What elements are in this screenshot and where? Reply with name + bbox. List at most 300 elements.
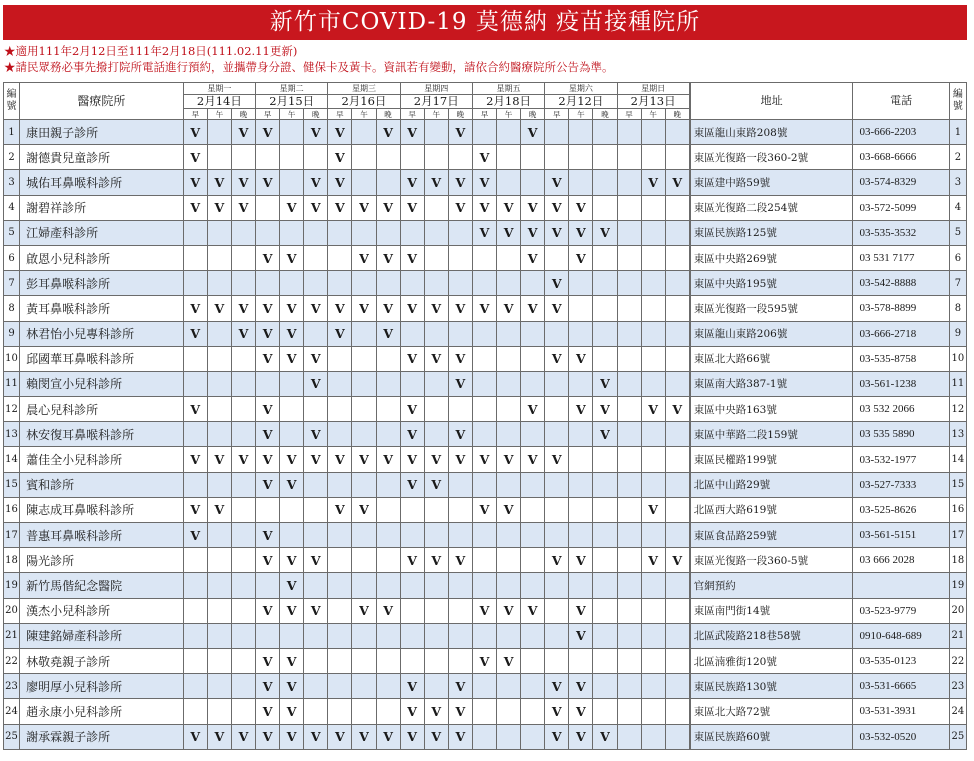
slot-cell [521, 674, 545, 699]
slot-cell [328, 271, 352, 296]
slot-available-mark: V [256, 648, 280, 673]
slot-available-mark: V [376, 195, 400, 220]
slot-cell [617, 674, 641, 699]
slot-cell [376, 674, 400, 699]
slot-cell [376, 573, 400, 598]
slot-available-mark: V [183, 321, 207, 346]
slot-available-mark: V [304, 120, 328, 145]
slot-cell [641, 724, 665, 749]
slot-cell [641, 447, 665, 472]
slot-cell [617, 271, 641, 296]
slot-available-mark: V [328, 724, 352, 749]
slot-available-mark: V [545, 296, 569, 321]
slot-cell [304, 271, 328, 296]
slot-cell [617, 321, 641, 346]
slot-available-mark: V [400, 447, 424, 472]
clinic-name: 陳志成耳鼻喉科診所 [20, 497, 184, 522]
slot-cell [424, 523, 448, 548]
slot-cell [641, 321, 665, 346]
table-row [4, 674, 967, 699]
slot-cell [497, 371, 521, 396]
slot-cell [497, 271, 521, 296]
slot-available-mark: V [641, 548, 665, 573]
row-number: 16 [4, 497, 20, 522]
row-number: 14 [4, 447, 20, 472]
slot-cell [424, 397, 448, 422]
row-number-right: 7 [949, 271, 966, 296]
clinic-name: 陽光診所 [20, 548, 184, 573]
slot-available-mark: V [400, 397, 424, 422]
slot-available-mark: V [472, 145, 496, 170]
row-number-right: 4 [949, 195, 966, 220]
row-number-right: 14 [949, 447, 966, 472]
row-number-right: 20 [949, 598, 966, 623]
row-number-right: 1 [949, 120, 966, 145]
slot-available-mark: V [256, 245, 280, 270]
slot-available-mark: V [448, 674, 472, 699]
slot-cell [231, 220, 255, 245]
clinic-address: 東區民族路130號 [690, 674, 853, 699]
slot-cell [183, 548, 207, 573]
slot-cell [472, 523, 496, 548]
slot-available-mark: V [545, 548, 569, 573]
row-number: 19 [4, 573, 20, 598]
slot-cell [376, 170, 400, 195]
row-number: 9 [4, 321, 20, 346]
slot-available-mark: V [231, 170, 255, 195]
row-number-right: 13 [949, 422, 966, 447]
slot-cell [207, 523, 231, 548]
slot-cell [231, 573, 255, 598]
row-number: 24 [4, 699, 20, 724]
slot-cell [207, 271, 231, 296]
row-number-right: 15 [949, 472, 966, 497]
slot-cell [521, 648, 545, 673]
slot-cell [545, 120, 569, 145]
slot-cell [256, 623, 280, 648]
table-row [4, 472, 967, 497]
slot-available-mark: V [593, 220, 617, 245]
slot-cell [328, 648, 352, 673]
slot-cell [545, 145, 569, 170]
slot-cell [256, 497, 280, 522]
clinic-phone: 03-523-9779 [853, 598, 949, 623]
slot-cell [207, 220, 231, 245]
slot-cell [593, 648, 617, 673]
slot-cell [593, 195, 617, 220]
table-row [4, 573, 967, 598]
slot-available-mark: V [545, 699, 569, 724]
slot-available-mark: V [497, 598, 521, 623]
slot-cell [641, 674, 665, 699]
slot-cell [352, 321, 376, 346]
slot-available-mark: V [183, 724, 207, 749]
slot-cell [280, 371, 304, 396]
slot-cell [617, 245, 641, 270]
row-number: 6 [4, 245, 20, 270]
slot-available-mark: V [424, 447, 448, 472]
slot-available-mark: V [472, 648, 496, 673]
slot-cell [569, 422, 593, 447]
slot-cell [593, 598, 617, 623]
slot-cell [304, 472, 328, 497]
slot-available-mark: V [352, 245, 376, 270]
clinic-name: 謝承霖親子診所 [20, 724, 184, 749]
slot-available-mark: V [400, 195, 424, 220]
slot-available-mark: V [304, 346, 328, 371]
slot-cell [231, 548, 255, 573]
slot-available-mark: V [472, 195, 496, 220]
slot-cell [424, 598, 448, 623]
slot-available-mark: V [448, 170, 472, 195]
slot-cell [593, 271, 617, 296]
clinic-name: 謝碧祥診所 [20, 195, 184, 220]
row-number: 7 [4, 271, 20, 296]
slot-cell [400, 321, 424, 346]
slot-available-mark: V [448, 548, 472, 573]
slot-available-mark: V [304, 296, 328, 321]
slot-available-mark: V [448, 422, 472, 447]
slot-cell [352, 145, 376, 170]
slot-available-mark: V [352, 296, 376, 321]
slot-cell [665, 245, 689, 270]
slot-cell [424, 220, 448, 245]
slot-cell [497, 573, 521, 598]
slot-available-mark: V [304, 170, 328, 195]
clinic-name: 普惠耳鼻喉科診所 [20, 523, 184, 548]
slot-cell [521, 699, 545, 724]
slot-available-mark: V [400, 170, 424, 195]
table-row [4, 371, 967, 396]
slot-available-mark: V [328, 447, 352, 472]
slot-cell [569, 371, 593, 396]
slot-available-mark: V [448, 120, 472, 145]
slot-cell [545, 321, 569, 346]
slot-available-mark: V [569, 195, 593, 220]
table-row [4, 120, 967, 145]
slot-available-mark: V [207, 724, 231, 749]
slot-available-mark: V [545, 271, 569, 296]
slot-available-mark: V [280, 724, 304, 749]
slot-cell [472, 623, 496, 648]
slot-cell [593, 346, 617, 371]
slot-cell [280, 422, 304, 447]
slot-available-mark: V [328, 497, 352, 522]
slot-cell [376, 648, 400, 673]
slot-cell [472, 724, 496, 749]
slot-available-mark: V [521, 245, 545, 270]
slot-cell [304, 397, 328, 422]
slot-cell [545, 397, 569, 422]
slot-available-mark: V [521, 220, 545, 245]
slot-available-mark: V [424, 548, 448, 573]
slot-available-mark: V [569, 245, 593, 270]
slot-available-mark: V [183, 296, 207, 321]
day-header-date: 2月14日 [183, 95, 255, 109]
row-number-right: 9 [949, 321, 966, 346]
slot-cell [665, 346, 689, 371]
slot-header: 午 [569, 109, 593, 120]
clinic-name: 黃耳鼻喉科診所 [20, 296, 184, 321]
slot-cell [400, 573, 424, 598]
slot-cell [231, 422, 255, 447]
slot-available-mark: V [448, 296, 472, 321]
slot-cell [376, 346, 400, 371]
clinic-address: 東區民族路60號 [690, 724, 853, 749]
slot-header: 早 [183, 109, 207, 120]
clinic-address: 北區中山路29號 [690, 472, 853, 497]
slot-cell [231, 346, 255, 371]
slot-cell [617, 145, 641, 170]
slot-cell [256, 573, 280, 598]
slot-available-mark: V [256, 724, 280, 749]
table-row [4, 170, 967, 195]
row-number-right: 24 [949, 699, 966, 724]
slot-cell [207, 674, 231, 699]
clinic-name: 邱國華耳鼻喉科診所 [20, 346, 184, 371]
slot-available-mark: V [521, 397, 545, 422]
slot-available-mark: V [256, 120, 280, 145]
slot-cell [521, 724, 545, 749]
slot-cell [424, 422, 448, 447]
slot-available-mark: V [256, 447, 280, 472]
slot-cell [617, 573, 641, 598]
slot-cell [400, 598, 424, 623]
slot-available-mark: V [545, 724, 569, 749]
slot-cell [183, 648, 207, 673]
slot-available-mark: V [280, 674, 304, 699]
slot-header: 晚 [376, 109, 400, 120]
slot-cell [617, 371, 641, 396]
slot-cell [593, 120, 617, 145]
slot-cell [593, 523, 617, 548]
slot-available-mark: V [280, 296, 304, 321]
slot-cell [304, 623, 328, 648]
slot-available-mark: V [231, 724, 255, 749]
table-row [4, 422, 967, 447]
clinic-address: 東區光復路二段254號 [690, 195, 853, 220]
slot-cell [352, 170, 376, 195]
slot-available-mark: V [424, 472, 448, 497]
slot-cell [617, 598, 641, 623]
slot-cell [424, 271, 448, 296]
slot-cell [665, 271, 689, 296]
slot-cell [400, 145, 424, 170]
slot-available-mark: V [448, 699, 472, 724]
slot-cell [665, 623, 689, 648]
slot-available-mark: V [328, 321, 352, 346]
slot-cell [545, 598, 569, 623]
slot-cell [617, 346, 641, 371]
slot-cell [665, 724, 689, 749]
slot-cell [497, 346, 521, 371]
slot-available-mark: V [569, 598, 593, 623]
slot-cell [617, 724, 641, 749]
slot-cell [472, 245, 496, 270]
slot-cell [665, 371, 689, 396]
slot-cell [376, 397, 400, 422]
slot-cell [352, 120, 376, 145]
slot-cell [424, 245, 448, 270]
slot-cell [231, 648, 255, 673]
slot-available-mark: V [280, 472, 304, 497]
slot-available-mark: V [400, 674, 424, 699]
slot-available-mark: V [424, 346, 448, 371]
slot-available-mark: V [593, 397, 617, 422]
clinic-name: 康田親子診所 [20, 120, 184, 145]
slot-cell [665, 523, 689, 548]
slot-cell [569, 170, 593, 195]
slot-cell [207, 648, 231, 673]
slot-cell [617, 296, 641, 321]
slot-cell [569, 145, 593, 170]
slot-cell [352, 623, 376, 648]
slot-cell [641, 472, 665, 497]
slot-cell [545, 371, 569, 396]
slot-header: 早 [328, 109, 352, 120]
slot-available-mark: V [256, 548, 280, 573]
slot-cell [280, 220, 304, 245]
slot-cell [521, 371, 545, 396]
day-header-weekday: 星期四 [400, 83, 472, 95]
clinic-name: 蕭佳全小兒科診所 [20, 447, 184, 472]
slot-cell [521, 346, 545, 371]
slot-cell [352, 472, 376, 497]
slot-cell [497, 548, 521, 573]
slot-cell [569, 321, 593, 346]
clinic-address: 北區西大路619號 [690, 497, 853, 522]
slot-cell [497, 397, 521, 422]
slot-available-mark: V [183, 447, 207, 472]
slot-cell [665, 145, 689, 170]
slot-cell [472, 548, 496, 573]
slot-cell [256, 271, 280, 296]
clinic-name: 謝德貴兒童診所 [20, 145, 184, 170]
slot-available-mark: V [521, 120, 545, 145]
slot-cell [641, 145, 665, 170]
slot-cell [352, 397, 376, 422]
slot-cell [376, 497, 400, 522]
slot-cell [665, 195, 689, 220]
row-number: 2 [4, 145, 20, 170]
slot-cell [521, 321, 545, 346]
clinic-name: 廖明厚小兒科診所 [20, 674, 184, 699]
slot-available-mark: V [376, 724, 400, 749]
table-row [4, 245, 967, 270]
slot-available-mark: V [304, 724, 328, 749]
slot-available-mark: V [545, 195, 569, 220]
slot-available-mark: V [352, 497, 376, 522]
slot-cell [207, 346, 231, 371]
slot-cell [304, 145, 328, 170]
slot-available-mark: V [593, 371, 617, 396]
slot-cell [328, 573, 352, 598]
col-header-number: 編號 [4, 83, 20, 120]
slot-cell [617, 397, 641, 422]
slot-cell [472, 674, 496, 699]
slot-available-mark: V [207, 170, 231, 195]
slot-available-mark: V [497, 497, 521, 522]
slot-available-mark: V [376, 245, 400, 270]
slot-available-mark: V [231, 321, 255, 346]
slot-cell [304, 523, 328, 548]
slot-cell [376, 271, 400, 296]
col-header-phone: 電話 [853, 83, 949, 120]
clinic-phone: 03-527-7333 [853, 472, 949, 497]
slot-available-mark: V [207, 296, 231, 321]
slot-available-mark: V [207, 195, 231, 220]
slot-cell [256, 371, 280, 396]
slot-cell [231, 623, 255, 648]
slot-cell [183, 371, 207, 396]
slot-cell [472, 321, 496, 346]
slot-available-mark: V [328, 170, 352, 195]
slot-cell [376, 145, 400, 170]
slot-available-mark: V [472, 220, 496, 245]
slot-available-mark: V [569, 346, 593, 371]
slot-available-mark: V [569, 397, 593, 422]
clinic-phone: 03-574-8329 [853, 170, 949, 195]
slot-available-mark: V [231, 447, 255, 472]
slot-cell [280, 170, 304, 195]
slot-cell [593, 548, 617, 573]
slot-available-mark: V [352, 598, 376, 623]
slot-available-mark: V [497, 296, 521, 321]
vaccination-schedule-table [3, 82, 967, 750]
clinic-phone: 03-535-0123 [853, 648, 949, 673]
slot-cell [497, 245, 521, 270]
slot-available-mark: V [183, 145, 207, 170]
slot-cell [207, 371, 231, 396]
slot-cell [617, 120, 641, 145]
slot-cell [617, 648, 641, 673]
slot-cell [593, 497, 617, 522]
slot-cell [400, 220, 424, 245]
page-title: 新竹市COVID-19 莫德納 疫苗接種院所 [3, 5, 967, 40]
clinic-address: 官網預約 [690, 573, 853, 598]
slot-cell [665, 422, 689, 447]
slot-cell [352, 271, 376, 296]
slot-cell [207, 573, 231, 598]
table-row [4, 296, 967, 321]
slot-available-mark: V [497, 195, 521, 220]
slot-cell [424, 648, 448, 673]
clinic-phone: 03 532 2066 [853, 397, 949, 422]
slot-available-mark: V [400, 120, 424, 145]
slot-cell [448, 573, 472, 598]
slot-available-mark: V [183, 497, 207, 522]
row-number-right: 16 [949, 497, 966, 522]
slot-available-mark: V [400, 724, 424, 749]
slot-available-mark: V [256, 346, 280, 371]
row-number-right: 22 [949, 648, 966, 673]
clinic-address: 北區湳雅街120號 [690, 648, 853, 673]
row-number-right: 8 [949, 296, 966, 321]
slot-cell [304, 245, 328, 270]
slot-cell [448, 598, 472, 623]
slot-cell [304, 699, 328, 724]
col-header-clinic: 醫療院所 [20, 83, 184, 120]
clinic-phone: 03 535 5890 [853, 422, 949, 447]
slot-cell [183, 220, 207, 245]
slot-cell [593, 472, 617, 497]
slot-cell [665, 447, 689, 472]
slot-cell [328, 397, 352, 422]
day-header-weekday: 星期日 [617, 83, 689, 95]
slot-cell [328, 623, 352, 648]
clinic-name: 林敬堯親子診所 [20, 648, 184, 673]
clinic-name: 江婦產科診所 [20, 220, 184, 245]
